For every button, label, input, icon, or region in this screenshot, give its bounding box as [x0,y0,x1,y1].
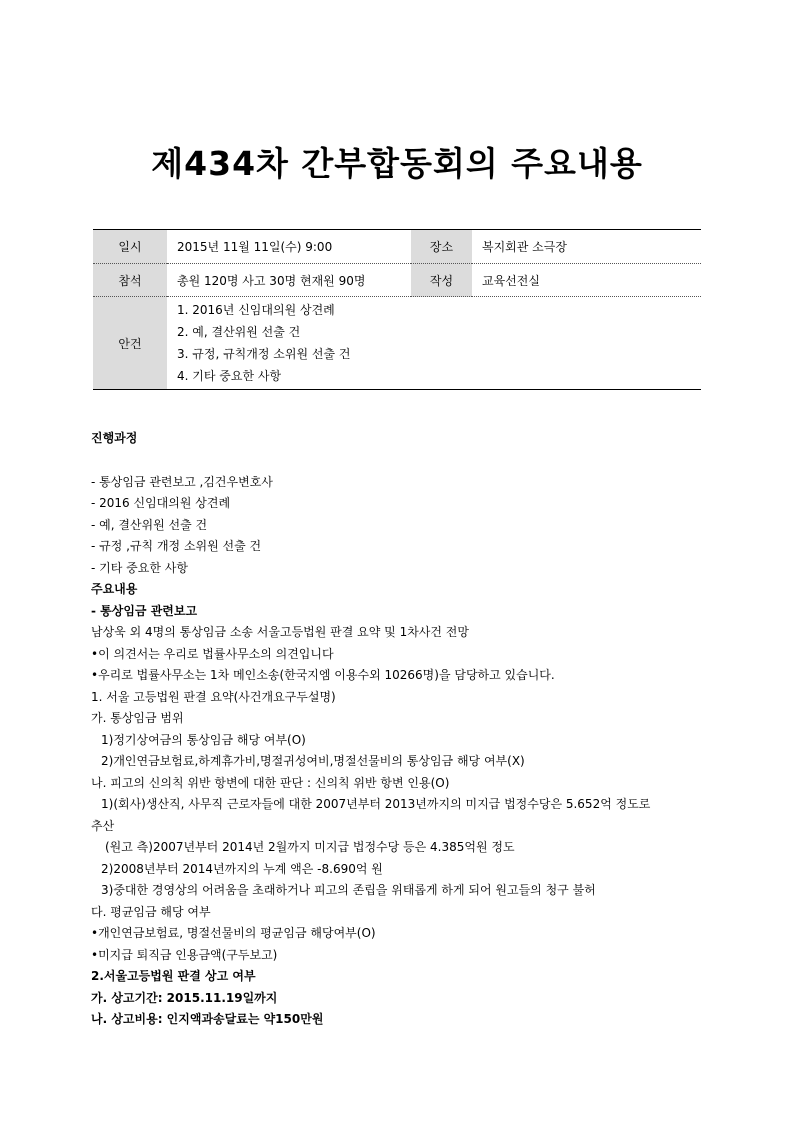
section-heading: 2.서울고등법원 판결 상고 여부 [91,969,256,983]
body-line: 1. 서울 고등법원 판결 요약(사건개요구두설명) [91,690,336,704]
progress-item: - 예, 결산위원 선출 건 [91,518,208,532]
date-value: 2015년 11월 11일(수) 9:00 [177,240,333,254]
progress-item: - 통상임금 관련보고 ,김건우변호사 [91,475,273,489]
body-line: •이 의견서는 우리로 법률사무소의 의견입니다 [91,647,334,661]
body-line: 가. 통상임금 범위 [91,711,184,725]
place-label: 장소 [411,230,472,264]
body-line: 나. 피고의 신의칙 위반 항변에 대한 판단 : 신의칙 위반 항변 인용(O) [91,776,450,790]
section-heading: 가. 상고기간: 2015.11.19일까지 [91,991,278,1005]
progress-item: - 2016 신임대의원 상견례 [91,496,231,510]
body-line: 1)(회사)생산직, 사무직 근로자들에 대한 2007년부터 2013년까지의 미지급 법정수당은 5.652억 정도로 [101,797,651,811]
agenda-list [167,297,701,390]
meeting-info-table [93,229,701,390]
section-heading: 나. 상고비용: 인지액과송달료는 약150만원 [91,1012,324,1026]
attendance-value: 총원 120명 사고 30명 현재원 90명 [177,273,366,288]
date-label: 일시 [93,230,167,264]
attendance-label: 참석 [93,264,167,297]
page-title: 제434차 간부합동회의 주요내용 [151,144,643,183]
agenda-item: 2. 예, 결산위원 선출 건 [177,325,301,339]
agenda-item: 4. 기타 중요한 사항 [177,369,282,383]
agenda-item: 3. 규정, 규칙개정 소위원 선출 건 [177,347,351,361]
body-line: 추산 [91,819,115,833]
body-line: 3)중대한 경영상의 어려움을 초래하거나 피고의 존립을 위태롭게 하게 되어 원고들의 청구 불허 [101,883,596,897]
section-heading: - 통상임금 관련보고 [91,604,198,618]
info-row-agenda [93,297,701,390]
progress-item: - 규정 ,규칙 개정 소위원 선출 건 [91,539,262,553]
info-row-attendance [93,264,701,297]
agenda-item: 1. 2016년 신임대의원 상견례 [177,303,335,317]
writer-label: 작성 [411,264,472,297]
body-line: •개인연금보험료, 명절선물비의 평균임금 해당여부(O) [91,926,376,940]
body-line: (원고 측)2007년부터 2014년 2월까지 미지급 법정수당 등은 4.385억원 정도 [105,840,515,854]
main-heading: 주요내용 [91,582,138,596]
body-line: •우리로 법률사무소는 1차 메인소송(한국지엠 이용수외 10266명)을 담당하고 있습니다. [91,668,555,682]
body-line: 1)정기상여금의 통상임금 해당 여부(O) [101,733,306,747]
progress-item: - 기타 중요한 사항 [91,561,188,575]
agenda-label: 안건 [93,297,167,390]
body-line: 2)2008년부터 2014년까지의 누계 액은 -8.690억 원 [101,862,383,876]
progress-heading: 진행과정 [91,431,138,445]
body-line: 다. 평균임금 해당 여부 [91,905,211,919]
place-value: 복지회관 소극장 [482,240,567,254]
body-line: •미지급 퇴직금 인용금액(구두보고) [91,948,278,962]
writer-value: 교육선전실 [482,273,540,288]
body-line: 남상욱 외 4명의 통상임금 소송 서울고등법원 판결 요약 및 1차사건 전망 [91,625,469,639]
body-line: 2)개인연금보험료,하계휴가비,명절귀성여비,명절선물비의 통상임금 해당 여부(X) [101,754,525,768]
info-row-date [93,230,701,264]
